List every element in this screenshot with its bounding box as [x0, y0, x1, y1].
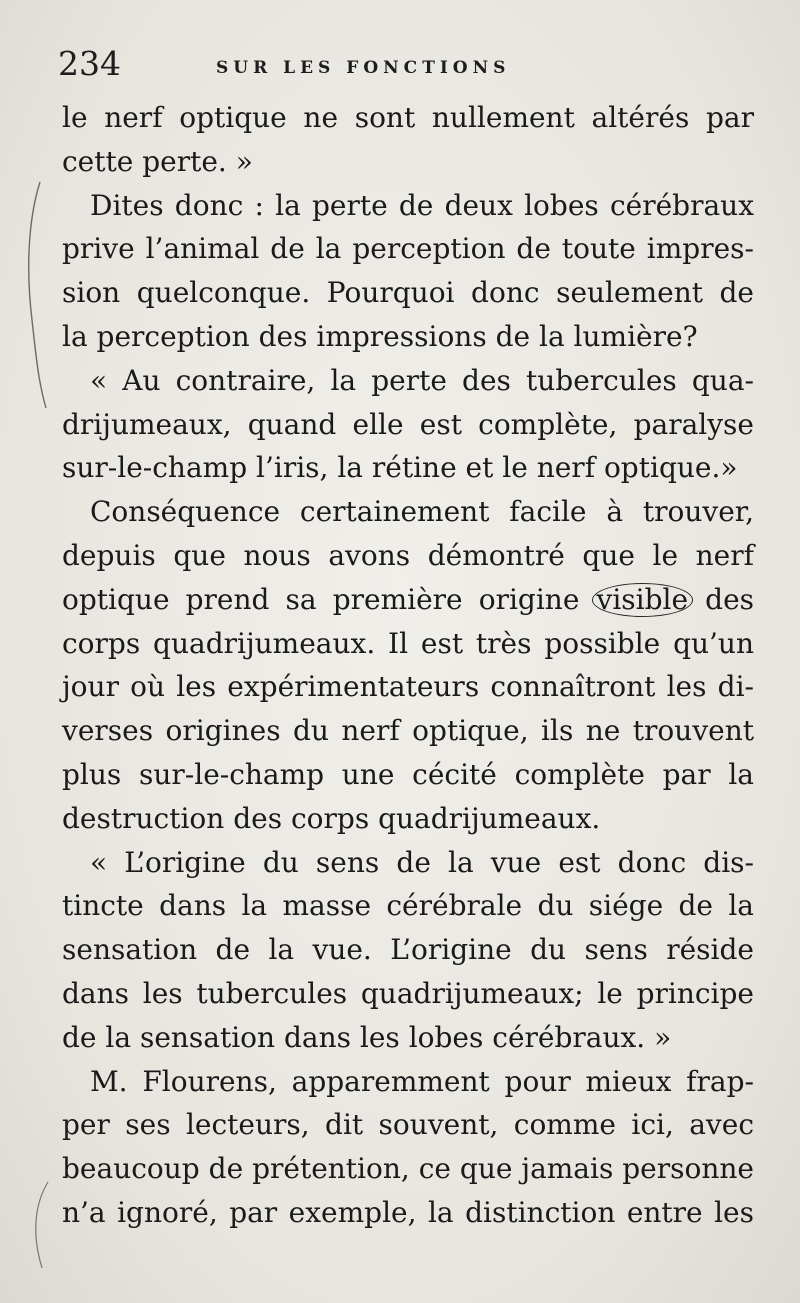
text-line-content: per ses lecteurs, dit souvent, comme ici, avec — [62, 1108, 754, 1142]
text-line-content: verses origines du nerf optique, ils ne trouvent — [62, 714, 754, 748]
text-line — [62, 1060, 754, 1104]
text-line-content: prive l’animal de la perception de toute impres- — [62, 232, 754, 266]
text-line-content: « Au contraire, la perte des tubercules qua- — [90, 363, 754, 397]
text-line — [62, 315, 754, 359]
text-line-content: sur-le-champ l’iris, la rétine et le nerf optique.» — [62, 451, 738, 485]
text-line — [62, 622, 754, 666]
circled-word: visible — [592, 583, 694, 617]
text-line-content: « L’origine du sens de la vue est donc dis- — [90, 845, 754, 879]
text-line — [62, 972, 754, 1016]
text-line-content: jour où les expérimentateurs connaîtront les di- — [62, 670, 754, 704]
text-line — [62, 884, 754, 928]
text-line — [62, 184, 754, 228]
page-number: 234 — [58, 44, 121, 83]
text-line-content: Dites donc : la perte de deux lobes cérébraux — [90, 188, 754, 222]
text-line — [62, 1147, 754, 1191]
text-line-content: le nerf optique ne sont nullement altérés par — [62, 101, 754, 134]
text-line — [62, 96, 754, 140]
text-line — [62, 1191, 754, 1235]
text-line-content: n’a ignoré, par exemple, la distinction entre les — [62, 1195, 754, 1229]
text-line — [62, 928, 754, 972]
text-line — [62, 534, 754, 578]
text-line-content: cette perte. » — [62, 144, 253, 178]
text-line-content: beaucoup de prétention, ce que jamais personne — [62, 1152, 754, 1186]
text-line-content: optique prend sa première origine — [62, 582, 580, 616]
text-line-content: tincte dans la masse cérébrale du siége de la — [62, 889, 754, 923]
text-line-content: dans les tubercules quadrijumeaux; le principe — [62, 976, 754, 1010]
margin-pencil-mark-bottom — [22, 1180, 52, 1270]
text-line-content: sensation de la vue. L’origine du sens réside — [62, 933, 754, 967]
text-line — [62, 271, 754, 315]
text-line — [62, 841, 754, 885]
body-text — [62, 96, 754, 1235]
text-line-content: corps quadrijumeaux. Il est très possible qu’un — [62, 626, 754, 660]
text-line-content: drijumeaux, quand elle est complète, paralyse — [62, 407, 754, 441]
text-line-content: de la sensation dans les lobes cérébraux. » — [62, 1020, 672, 1054]
text-line — [62, 1103, 754, 1147]
text-line-content: la perception des impressions de la lumière? — [62, 319, 698, 353]
text-line — [62, 709, 754, 753]
text-line-content: M. Flourens, apparemment pour mieux frap- — [90, 1064, 754, 1098]
text-line — [62, 578, 754, 622]
text-line — [62, 797, 754, 841]
text-line-content: Conséquence certainement facile à trouver, — [90, 495, 754, 529]
text-line-content: destruction des corps quadrijumeaux. — [62, 801, 601, 835]
text-line — [62, 140, 754, 184]
text-line-content: sion quelconque. Pourquoi donc seulement de — [62, 276, 754, 310]
running-head — [58, 44, 758, 94]
text-line — [62, 446, 754, 490]
text-line — [62, 403, 754, 447]
text-line — [62, 1016, 754, 1060]
text-line — [62, 665, 754, 709]
text-line — [62, 227, 754, 271]
text-line-content: plus sur-le-champ une cécité complète par la — [62, 757, 754, 791]
text-line-content: depuis que nous avons démontré que le nerf — [62, 538, 754, 572]
text-line-tail: des — [689, 582, 755, 616]
text-line — [62, 753, 754, 797]
text-line — [62, 359, 754, 403]
margin-pencil-mark — [18, 180, 48, 410]
section-title: SUR LES FONCTIONS — [216, 58, 511, 78]
text-line — [62, 490, 754, 534]
